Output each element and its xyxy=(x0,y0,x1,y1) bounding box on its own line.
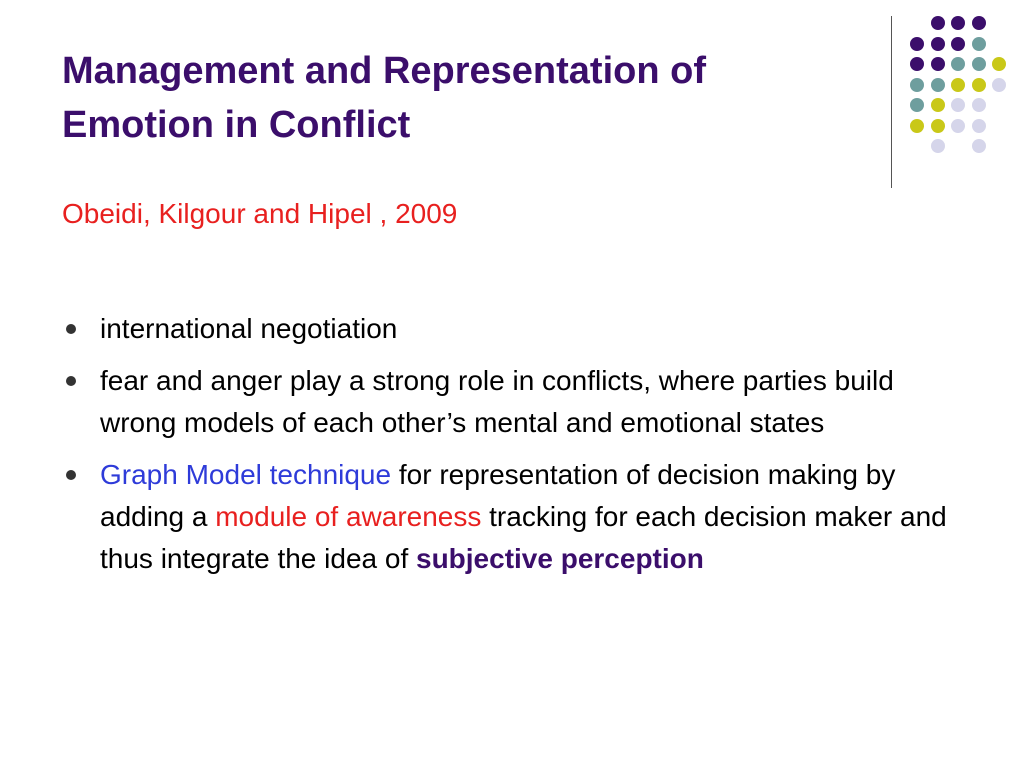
bullet-item xyxy=(62,360,962,444)
decorative-dot xyxy=(910,119,924,133)
decorative-dot xyxy=(931,139,945,153)
decorative-dot xyxy=(972,78,986,92)
decorative-dot xyxy=(951,98,965,112)
bullet-text: tracking for each decision maker and thus integrate the idea of xyxy=(100,501,947,574)
decorative-dot xyxy=(951,37,965,51)
title-line-1: Management and Representation of xyxy=(62,50,706,92)
decorative-dot xyxy=(951,57,965,71)
decorative-dot xyxy=(910,57,924,71)
decorative-dot xyxy=(951,16,965,30)
decorative-dot xyxy=(992,57,1006,71)
slide-title xyxy=(62,44,862,152)
bullet-text: fear and anger play a strong role in conflicts, where parties build wrong models of each other’s mental and emotional states xyxy=(100,365,894,438)
bullet-dot-icon xyxy=(66,376,76,386)
highlight-subjective-perception: subjective perception xyxy=(416,543,704,574)
bullet-dot-icon xyxy=(66,324,76,334)
decorative-dot xyxy=(931,16,945,30)
bullet-list xyxy=(62,308,962,590)
decorative-dot xyxy=(972,37,986,51)
decorative-dot xyxy=(910,37,924,51)
bullet-text: for representation of decision making by adding a xyxy=(100,459,896,532)
vertical-divider xyxy=(891,16,892,188)
decorative-dot xyxy=(972,98,986,112)
decorative-dot xyxy=(972,139,986,153)
bullet-text: international negotiation xyxy=(100,313,398,344)
decorative-dot xyxy=(931,37,945,51)
bullet-item xyxy=(62,454,962,580)
decorative-dot xyxy=(931,98,945,112)
decorative-dot xyxy=(931,119,945,133)
decorative-dot xyxy=(972,16,986,30)
decorative-dot xyxy=(951,78,965,92)
decorative-dot-grid xyxy=(905,16,1015,166)
decorative-dot xyxy=(931,78,945,92)
decorative-dot xyxy=(972,57,986,71)
decorative-dot xyxy=(910,98,924,112)
decorative-dot xyxy=(972,119,986,133)
highlight-graph-model: Graph Model technique xyxy=(100,459,392,490)
bullet-item xyxy=(62,308,962,350)
title-line-2: Emotion in Conflict xyxy=(62,104,411,146)
decorative-dot xyxy=(951,119,965,133)
highlight-module-awareness: module of awareness xyxy=(215,501,482,532)
bullet-dot-icon xyxy=(66,470,76,480)
decorative-dot xyxy=(931,57,945,71)
decorative-dot xyxy=(992,78,1006,92)
decorative-dot xyxy=(910,78,924,92)
citation-subtitle: Obeidi, Kilgour and Hipel , 2009 xyxy=(62,198,458,229)
